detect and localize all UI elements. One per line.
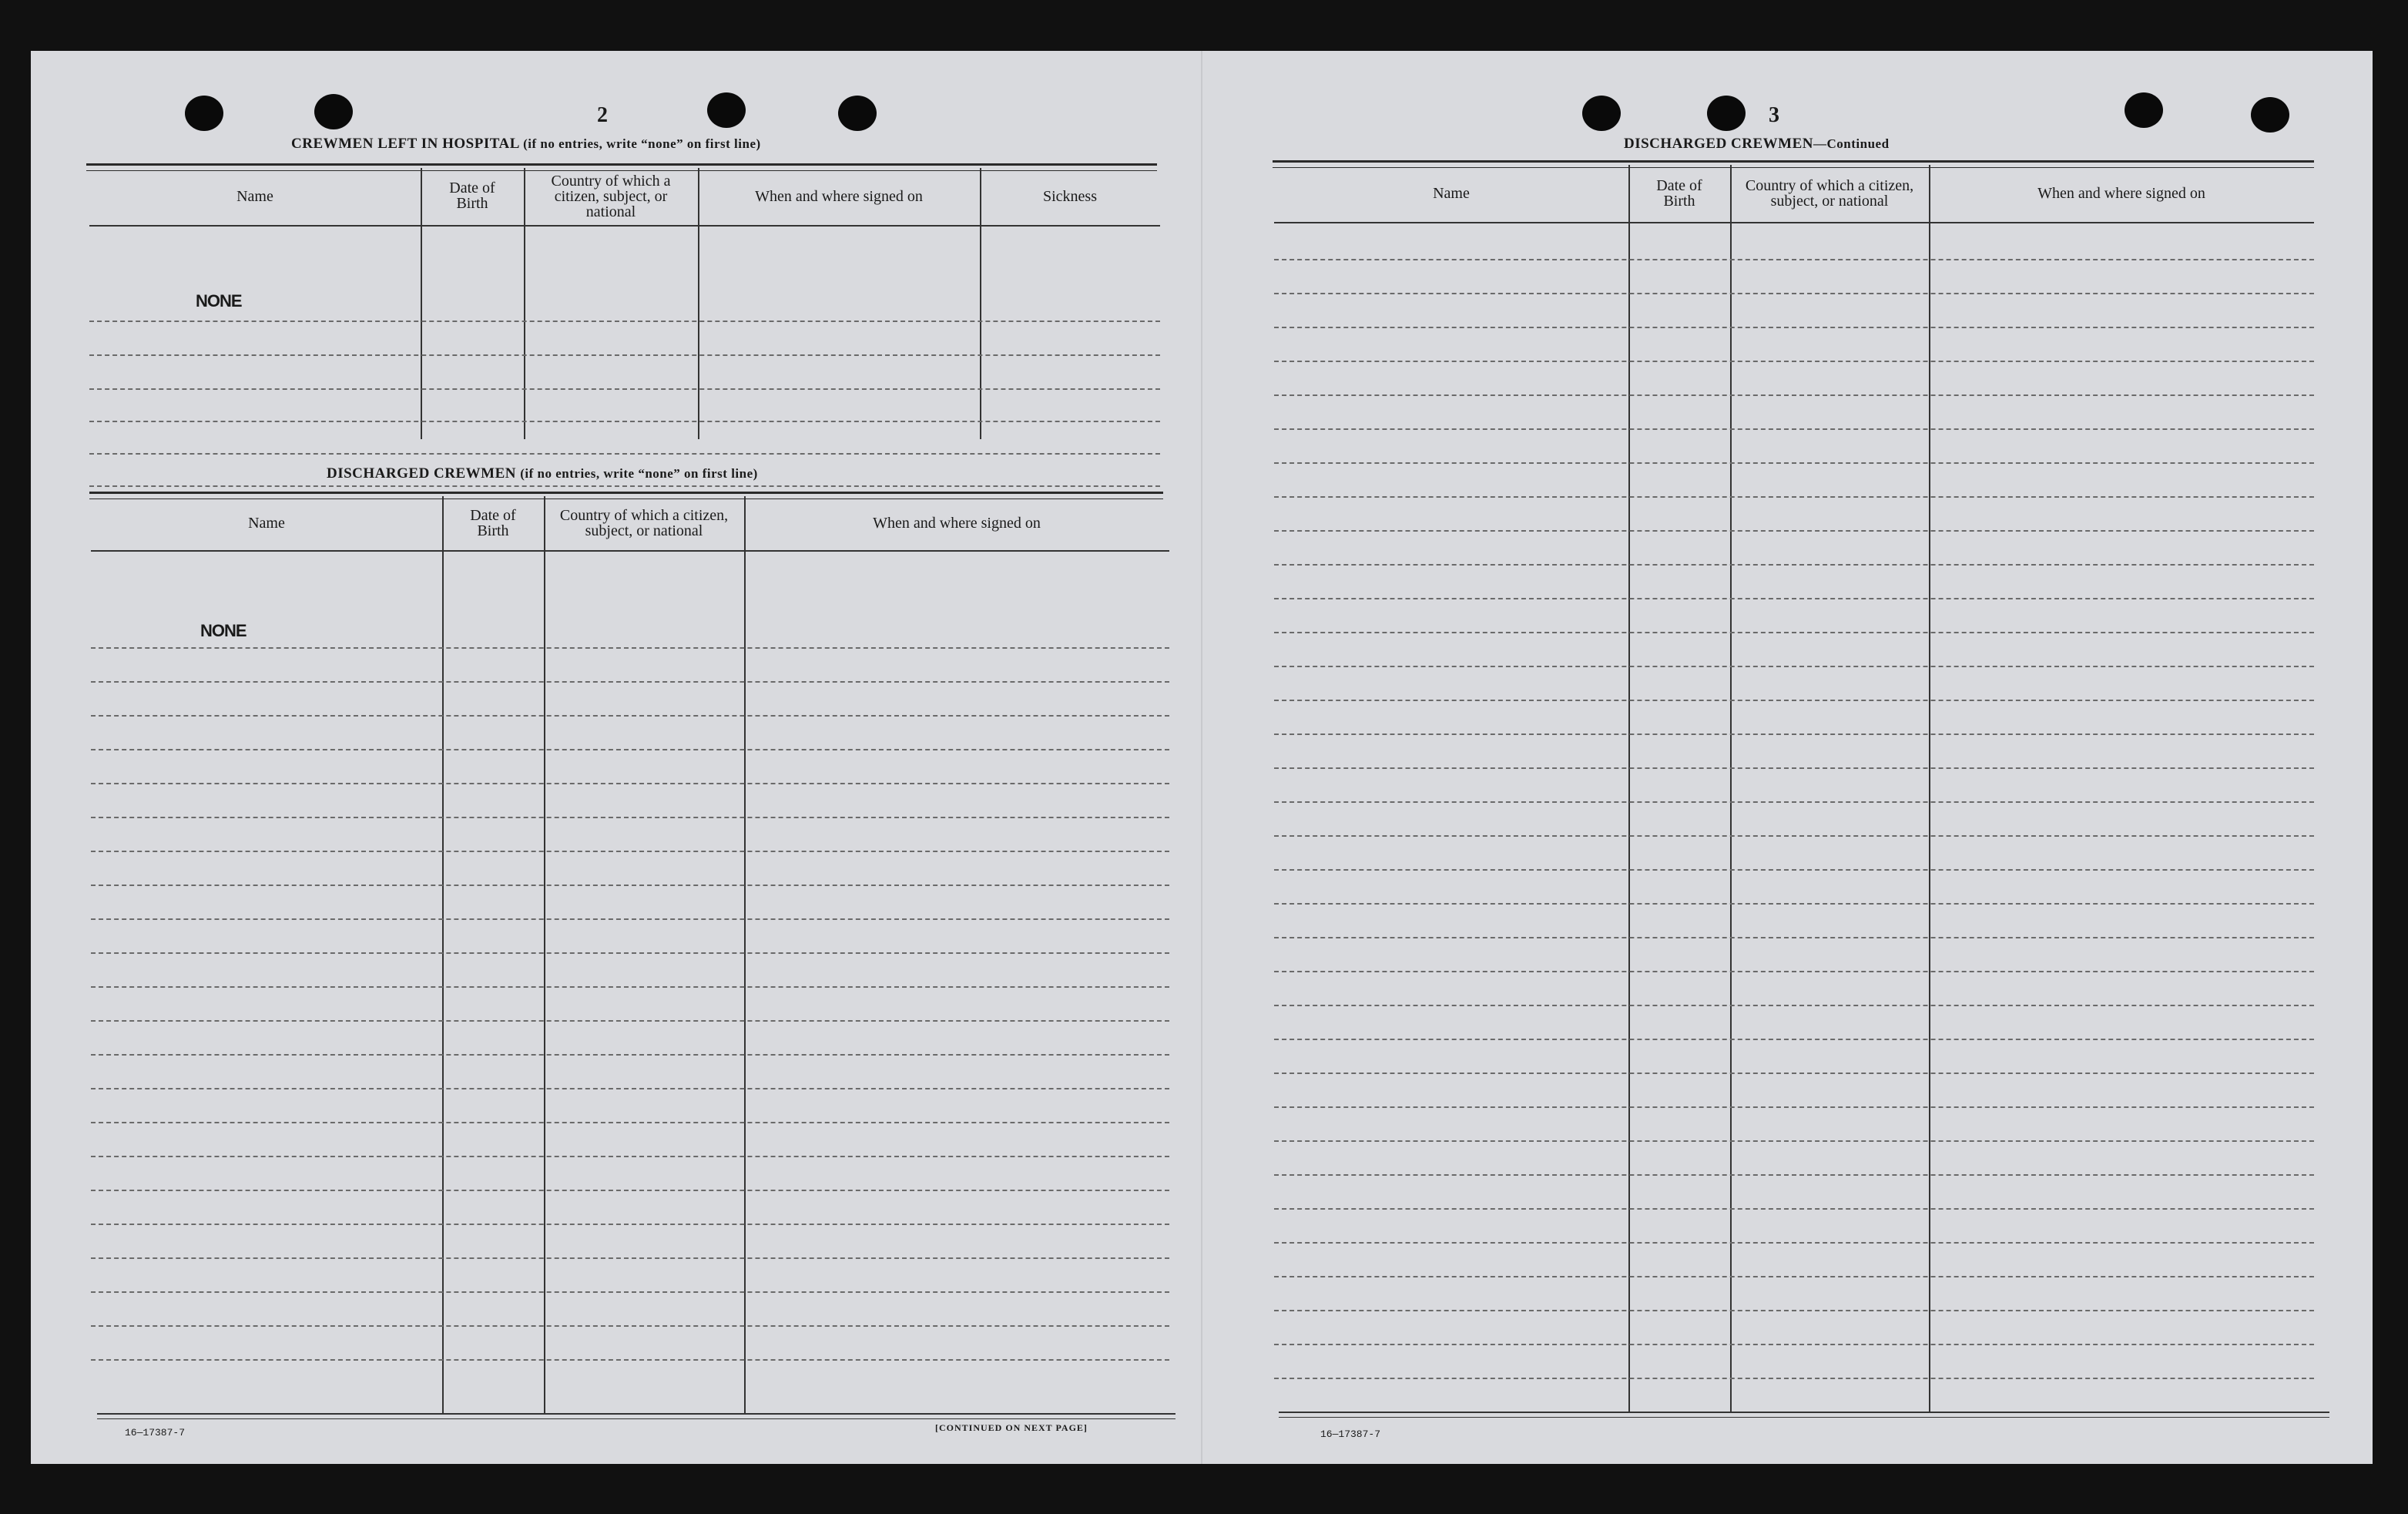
hospital-title-main: CREWMEN LEFT IN HOSPITAL bbox=[291, 136, 519, 152]
column-header-country: Country of which a citizen, subject, or national bbox=[1745, 177, 1914, 210]
column-divider bbox=[1628, 165, 1630, 1412]
header-rule bbox=[91, 550, 1169, 552]
column-divider bbox=[1929, 165, 1930, 1412]
column-divider bbox=[1730, 165, 1732, 1412]
column-header-date-of-birth: Date of Birth bbox=[1656, 177, 1702, 210]
right-page bbox=[1202, 51, 2373, 1464]
punch-hole bbox=[2251, 97, 2289, 133]
entry-line bbox=[1274, 1039, 2314, 1040]
column-header-sickness: Sickness bbox=[1043, 188, 1097, 205]
discharged-section-title bbox=[327, 465, 758, 482]
column-header-date-of-birth: Date of Birth bbox=[470, 507, 516, 539]
punch-hole bbox=[1707, 96, 1746, 131]
punch-hole bbox=[2125, 92, 2163, 128]
document-sheet bbox=[31, 51, 2373, 1464]
entry-line bbox=[91, 1224, 1169, 1225]
entry-line bbox=[1274, 1344, 2314, 1345]
page-number: 2 bbox=[597, 103, 608, 127]
entry-line bbox=[1274, 1174, 2314, 1176]
entry-line bbox=[1274, 1005, 2314, 1006]
entry-line bbox=[91, 1122, 1169, 1123]
column-header-when-where: When and where signed on bbox=[755, 188, 923, 205]
entry-line bbox=[91, 851, 1169, 852]
entry-line bbox=[91, 885, 1169, 886]
entry-line bbox=[91, 1020, 1169, 1022]
column-header-name: Name bbox=[1433, 185, 1470, 202]
entry-line bbox=[1274, 835, 2314, 837]
column-divider bbox=[744, 496, 746, 1413]
column-header-when-where: When and where signed on bbox=[2037, 185, 2205, 202]
column-header-when-where: When and where signed on bbox=[873, 515, 1041, 532]
first-entry-text: NONE bbox=[196, 291, 242, 311]
entry-line bbox=[1274, 767, 2314, 769]
entry-line bbox=[1274, 1208, 2314, 1210]
entry-line bbox=[1274, 632, 2314, 633]
discharged-title-main: DISCHARGED CREWMEN bbox=[327, 465, 516, 482]
header-rule bbox=[1274, 222, 2314, 223]
entry-line bbox=[1274, 428, 2314, 430]
entry-line bbox=[1274, 598, 2314, 599]
entry-line bbox=[91, 715, 1169, 717]
entry-line bbox=[89, 453, 1160, 455]
entry-line bbox=[91, 1190, 1169, 1191]
entry-line bbox=[91, 952, 1169, 954]
entry-line bbox=[89, 388, 1160, 390]
entry-line bbox=[1274, 666, 2314, 667]
hospital-table bbox=[89, 168, 1160, 439]
punch-hole bbox=[185, 96, 223, 131]
entry-line bbox=[91, 986, 1169, 988]
bottom-rule bbox=[1279, 1412, 2329, 1418]
entry-line bbox=[91, 1088, 1169, 1089]
entry-line bbox=[1274, 259, 2314, 260]
entry-line bbox=[89, 354, 1160, 356]
entry-line bbox=[1274, 564, 2314, 566]
discharged-continued-title bbox=[1624, 136, 1890, 153]
entry-line bbox=[1274, 1276, 2314, 1277]
entry-line bbox=[91, 1291, 1169, 1293]
entry-line bbox=[1274, 1378, 2314, 1379]
column-header-country: Country of which a citizen, subject, or national bbox=[551, 173, 671, 220]
page-number: 3 bbox=[1769, 103, 1779, 127]
form-number: 16—17387-7 bbox=[1320, 1428, 1381, 1440]
discharged-title-main: DISCHARGED CREWMEN bbox=[1624, 136, 1813, 152]
form-number: 16—17387-7 bbox=[125, 1427, 186, 1438]
entry-line bbox=[1274, 937, 2314, 938]
entry-line bbox=[91, 918, 1169, 920]
continued-note: [CONTINUED ON NEXT PAGE] bbox=[935, 1422, 1088, 1433]
entry-line bbox=[89, 321, 1160, 322]
entry-line bbox=[1274, 462, 2314, 464]
entry-line bbox=[91, 1156, 1169, 1157]
discharged-title-note: (if no entries, write “none” on first line) bbox=[520, 466, 758, 481]
entry-line bbox=[1274, 801, 2314, 803]
discharged-table bbox=[91, 496, 1169, 1413]
entry-line bbox=[91, 749, 1169, 750]
entry-line bbox=[91, 1054, 1169, 1056]
discharged-continued-table bbox=[1274, 165, 2314, 1412]
left-page bbox=[31, 51, 1202, 1464]
punch-hole bbox=[838, 96, 877, 131]
entry-line bbox=[89, 421, 1160, 422]
column-header-date-of-birth: Date of Birth bbox=[449, 180, 495, 212]
column-header-name: Name bbox=[248, 515, 285, 532]
entry-line bbox=[1274, 530, 2314, 532]
entry-line bbox=[1274, 293, 2314, 294]
entry-line bbox=[91, 783, 1169, 784]
entry-line bbox=[1274, 1106, 2314, 1108]
entry-line bbox=[91, 647, 1169, 649]
entry-line bbox=[1274, 700, 2314, 701]
entry-line bbox=[1274, 1310, 2314, 1311]
continued-suffix: —Continued bbox=[1813, 136, 1890, 151]
column-divider bbox=[544, 496, 545, 1413]
hospital-section-title bbox=[291, 136, 761, 153]
entry-line bbox=[91, 681, 1169, 683]
entry-line bbox=[1274, 394, 2314, 396]
hospital-title-note: (if no entries, write “none” on first line) bbox=[523, 136, 761, 151]
punch-hole bbox=[707, 92, 746, 128]
header-rule bbox=[89, 225, 1160, 227]
bottom-rule bbox=[97, 1413, 1175, 1419]
punch-hole bbox=[1582, 96, 1621, 131]
column-divider bbox=[442, 496, 444, 1413]
first-entry-text: NONE bbox=[200, 621, 247, 640]
entry-line bbox=[89, 485, 1160, 487]
entry-line bbox=[91, 817, 1169, 818]
entry-line bbox=[1274, 1073, 2314, 1074]
column-header-country: Country of which a citizen, subject, or national bbox=[559, 507, 729, 539]
entry-line bbox=[91, 1257, 1169, 1259]
entry-line bbox=[1274, 1242, 2314, 1244]
entry-line bbox=[1274, 869, 2314, 871]
entry-line bbox=[91, 1325, 1169, 1327]
entry-line bbox=[1274, 971, 2314, 972]
entry-line bbox=[1274, 327, 2314, 328]
entry-line bbox=[91, 1359, 1169, 1361]
entry-line bbox=[1274, 361, 2314, 362]
entry-line bbox=[1274, 496, 2314, 498]
entry-line bbox=[1274, 903, 2314, 905]
column-header-name: Name bbox=[236, 188, 273, 205]
entry-line bbox=[1274, 734, 2314, 735]
punch-hole bbox=[314, 94, 353, 129]
entry-line bbox=[1274, 1140, 2314, 1142]
